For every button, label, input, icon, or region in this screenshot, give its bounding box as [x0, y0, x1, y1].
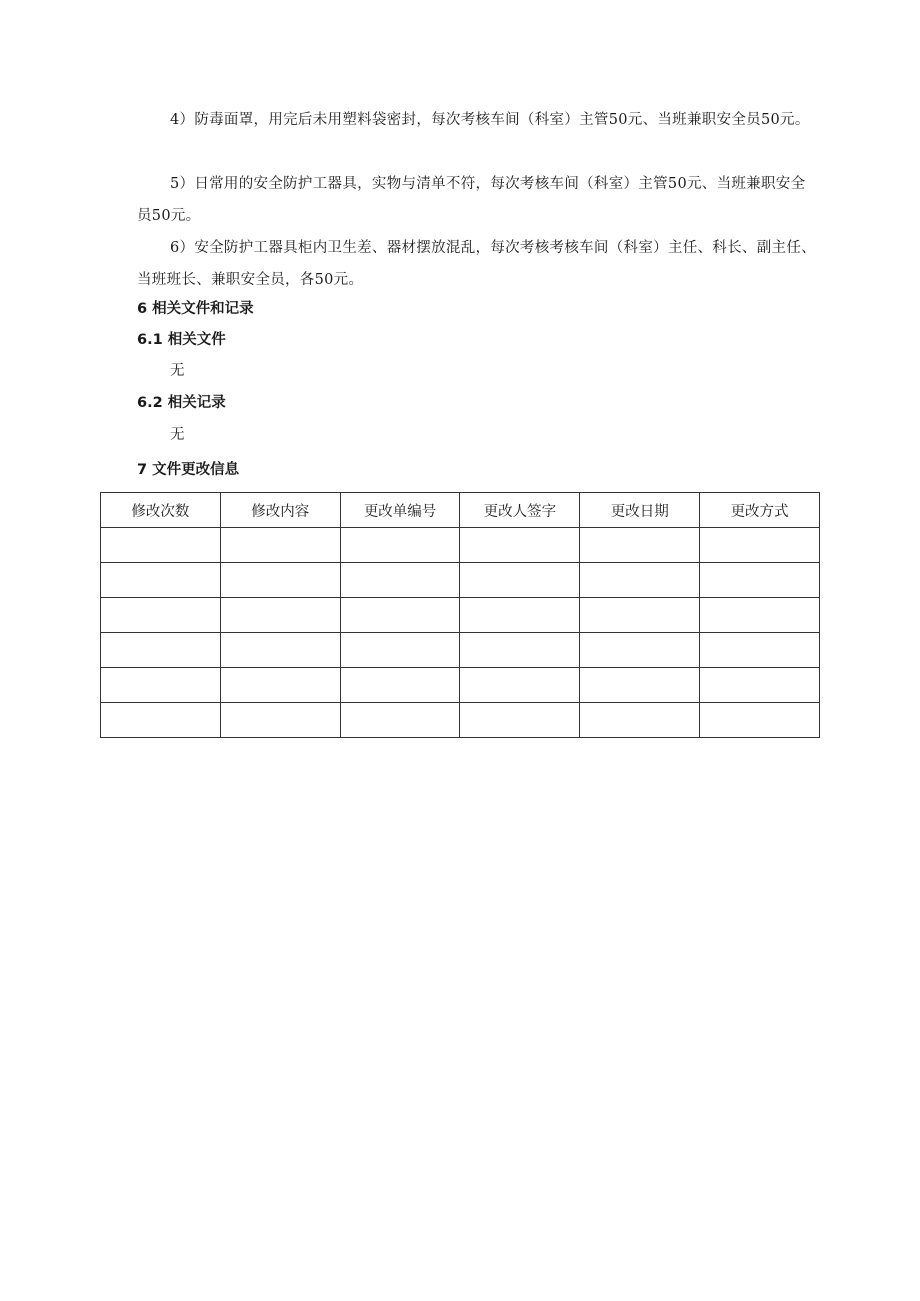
table-cell	[220, 598, 340, 633]
table-cell	[220, 633, 340, 668]
column-header-revision-content: 修改内容	[220, 493, 340, 528]
paragraph-item-6: 6）安全防护工器具柜内卫生差、器材摆放混乱，每次考核考核车间（科室）主任、科长、副主任、当班班长、兼职安全员，各50元。	[137, 240, 816, 288]
table-cell	[700, 563, 820, 598]
section-6-2-body: 无	[170, 427, 185, 443]
column-header-signature: 更改人签字	[460, 493, 580, 528]
table-row	[101, 528, 820, 563]
paragraph-item-4: 4）防毒面罩，用完后未用塑料袋密封，每次考核车间（科室）主管50元、当班兼职安全员50元。	[170, 112, 810, 128]
section-6-1-body: 无	[170, 363, 185, 379]
table-row	[101, 703, 820, 738]
column-header-change-date: 更改日期	[580, 493, 700, 528]
table-row	[101, 598, 820, 633]
table-cell	[340, 528, 460, 563]
section-7-heading: 7 文件更改信息	[137, 462, 240, 478]
table-cell	[580, 563, 700, 598]
column-header-change-form-number: 更改单编号	[340, 493, 460, 528]
table-cell	[580, 703, 700, 738]
section-6-2-heading: 6.2 相关记录	[137, 395, 226, 411]
table-cell	[460, 703, 580, 738]
table-cell	[220, 563, 340, 598]
section-6-heading: 6 相关文件和记录	[137, 301, 254, 317]
table-cell	[700, 668, 820, 703]
table-cell	[340, 668, 460, 703]
table-cell	[700, 703, 820, 738]
table-cell	[580, 633, 700, 668]
table-cell	[220, 528, 340, 563]
table-cell	[460, 668, 580, 703]
table-cell	[101, 703, 221, 738]
table-cell	[101, 598, 221, 633]
section-6-1-heading: 6.1 相关文件	[137, 332, 226, 348]
table-cell	[101, 633, 221, 668]
table-cell	[700, 528, 820, 563]
table-cell	[101, 668, 221, 703]
table-cell	[340, 598, 460, 633]
table-cell	[220, 703, 340, 738]
table-cell	[580, 528, 700, 563]
table-cell	[700, 598, 820, 633]
table-cell	[101, 563, 221, 598]
table-cell	[101, 528, 221, 563]
table-cell	[580, 668, 700, 703]
table-cell	[340, 633, 460, 668]
table-cell	[580, 598, 700, 633]
table-cell	[460, 633, 580, 668]
column-header-change-method: 更改方式	[700, 493, 820, 528]
table-row	[101, 633, 820, 668]
table-cell	[700, 633, 820, 668]
table-cell	[460, 563, 580, 598]
paragraph-item-5: 5）日常用的安全防护工器具，实物与清单不符，每次考核车间（科室）主管50元、当班兼职安全员50元。	[137, 176, 806, 224]
table-header-row	[101, 493, 820, 528]
table-row	[101, 668, 820, 703]
table-cell	[460, 528, 580, 563]
table-cell	[340, 703, 460, 738]
change-record-table	[100, 492, 820, 738]
table-cell	[220, 668, 340, 703]
column-header-revision-count: 修改次数	[101, 493, 221, 528]
table-row	[101, 563, 820, 598]
table-cell	[460, 598, 580, 633]
table-cell	[340, 563, 460, 598]
table-body	[101, 528, 820, 738]
